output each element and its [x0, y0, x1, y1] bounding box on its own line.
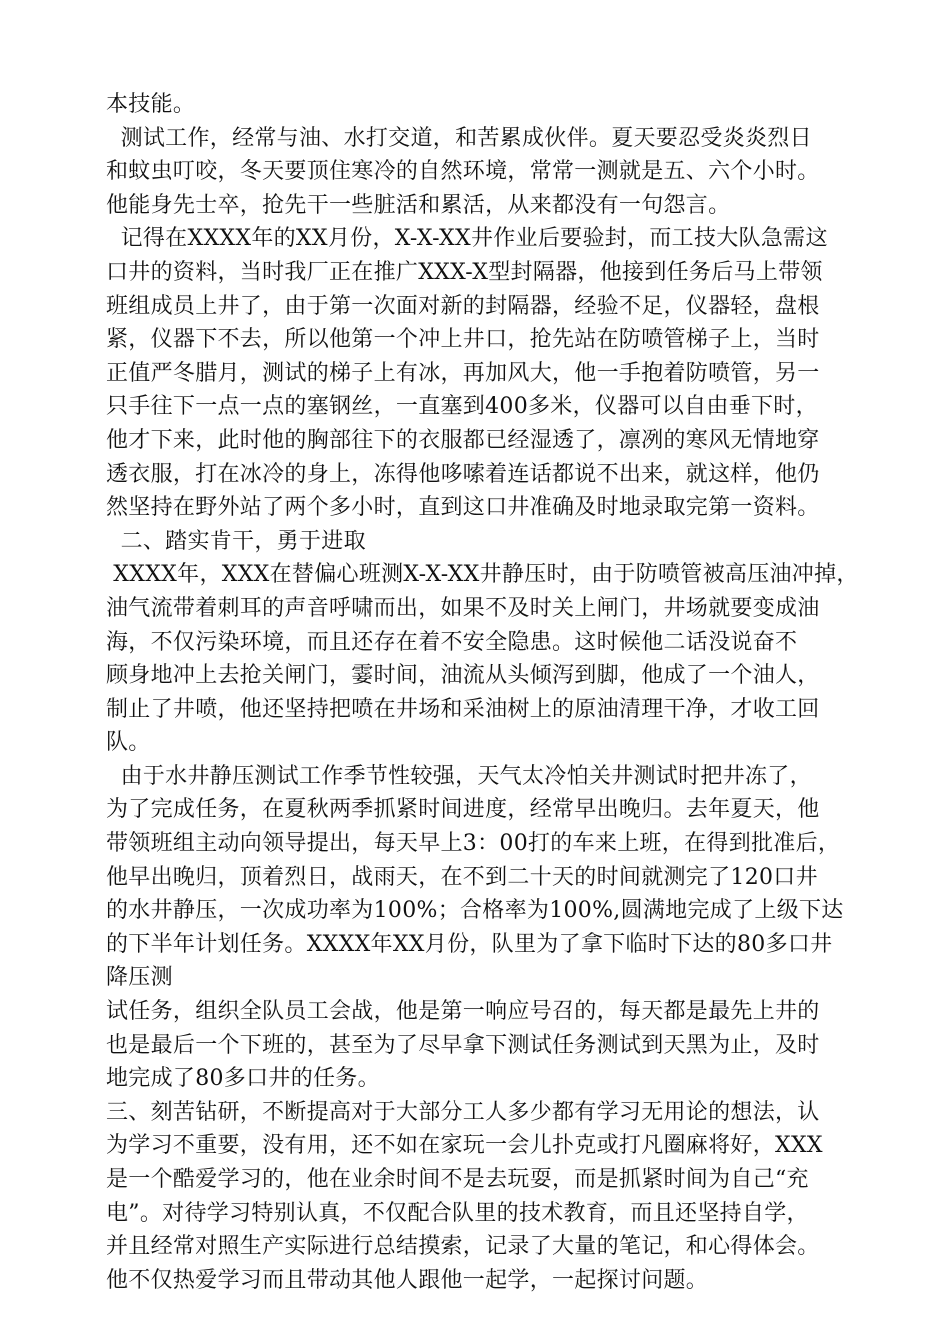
text-line: 并且经常对照生产实际进行总结摸索，记录了大量的笔记，和心得体会。 — [106, 1234, 820, 1260]
text-line: 顾身地冲上去抢关闸门，霎时间，油流从头倾泻到脚，他成了一个油人， — [106, 663, 820, 689]
text-line: 和蚊虫叮咬，冬天要顶住寒冷的自然环境，常常一测就是五、六个小时。 — [106, 159, 820, 185]
text-line: 由于水井静压测试工作季节性较强，天气太冷怕关井测试时把井冻了， — [106, 763, 812, 789]
text-line: 记得在XXXX年的XX月份，X-X-XX井作业后要验封，而工技大队急需这 — [106, 226, 828, 252]
text-line: 他不仅热爱学习而且带动其他人跟他一起学，一起探讨问题。 — [106, 1267, 709, 1293]
text-line: 只手往下一点一点的塞钢丝，一直塞到400多米，仪器可以自由垂下时， — [106, 394, 818, 420]
text-line: 队。 — [106, 730, 151, 756]
text-line: 地完成了80多口井的任务。 — [106, 1066, 380, 1092]
text-line: 的下半年计划任务。XXXX年XX月份，队里为了拿下临时下达的80多口井 — [106, 931, 833, 957]
text-line: 他能身先士卒，抢先干一些脏活和累活，从来都没有一句怨言。 — [106, 192, 731, 218]
text-line: 二、踏实肯干，勇于进取 — [106, 528, 366, 554]
text-line: 为学习不重要，没有用，还不如在家玩一会儿扑克或打凡圈麻将好，XXX — [106, 1133, 823, 1159]
text-line: 电”。对待学习特别认真，不仅配合队里的技术教育，而且还坚持自学， — [106, 1200, 809, 1226]
text-line: 试任务，组织全队员工会战，他是第一响应号召的，每天都是最先上井的 — [106, 999, 820, 1025]
text-line: 他才下来，此时他的胸部往下的衣服都已经湿透了，凛冽的寒风无情地穿 — [106, 427, 820, 453]
text-line: 他早出晚归，顶着烈日，战雨天，在不到二十天的时间就测完了120口井 — [106, 864, 818, 890]
text-line: 也是最后一个下班的，甚至为了尽早拿下测试任务测试到天黑为止，及时 — [106, 1032, 820, 1058]
text-line: 班组成员上井了，由于第一次面对新的封隔器，经验不足，仪器轻，盘根 — [106, 293, 820, 319]
text-line: 测试工作，经常与油、水打交道，和苦累成伙伴。夏天要忍受炎炎烈日 — [106, 125, 812, 151]
text-line: 降压测 — [106, 965, 173, 991]
text-line: 是一个酷爱学习的，他在业余时间不是去玩耍，而是抓紧时间为自己“充 — [106, 1167, 809, 1192]
text-line: 然坚持在野外站了两个多小时，直到这口井准确及时地录取完第一资料。 — [106, 495, 820, 521]
text-line: 海，不仅污染环境，而且还存在着不安全隐患。这时候他二话没说奋不 — [106, 629, 798, 655]
document-body — [106, 88, 866, 1297]
text-line: 三、刻苦钻研，不断提高对于大部分工人多少都有学习无用论的想法，认 — [106, 1099, 820, 1125]
text-line: 透衣服，打在冰冷的身上，冻得他哆嗦着连话都说不出来，就这样，他仍 — [106, 461, 820, 487]
text-line: 本技能。 — [106, 92, 196, 117]
text-line: 油气流带着刺耳的声音呼啸而出，如果不及时关上闸门，井场就要变成油 — [106, 595, 820, 621]
text-line: 带领班组主动向领导提出，每天早上3：00打的车来上班，在得到批准后， — [106, 831, 841, 857]
text-line: 正值严冬腊月，测试的梯子上有冰，再加风大，他一手抱着防喷管，另一 — [106, 360, 820, 386]
text-line: XXXX年，XXX在替偏心班测X-X-XX井静压时，由于防喷管被高压油冲掉， — [106, 562, 859, 588]
text-line: 口井的资料，当时我厂正在推广XXX-X型封隔器，他接到任务后马上带领 — [106, 259, 823, 285]
text-line: 的水井静压，一次成功率为100%；合格率为100%,圆满地完成了上级下达 — [106, 898, 844, 924]
text-line: 为了完成任务，在夏秋两季抓紧时间进度，经常早出晚归。去年夏天，他 — [106, 797, 820, 823]
text-line: 制止了井喷，他还坚持把喷在井场和采油树上的原油清理干净，才收工回 — [106, 696, 820, 722]
text-line: 紧，仪器下不去，所以他第一个冲上井口，抢先站在防喷管梯子上，当时 — [106, 327, 820, 353]
